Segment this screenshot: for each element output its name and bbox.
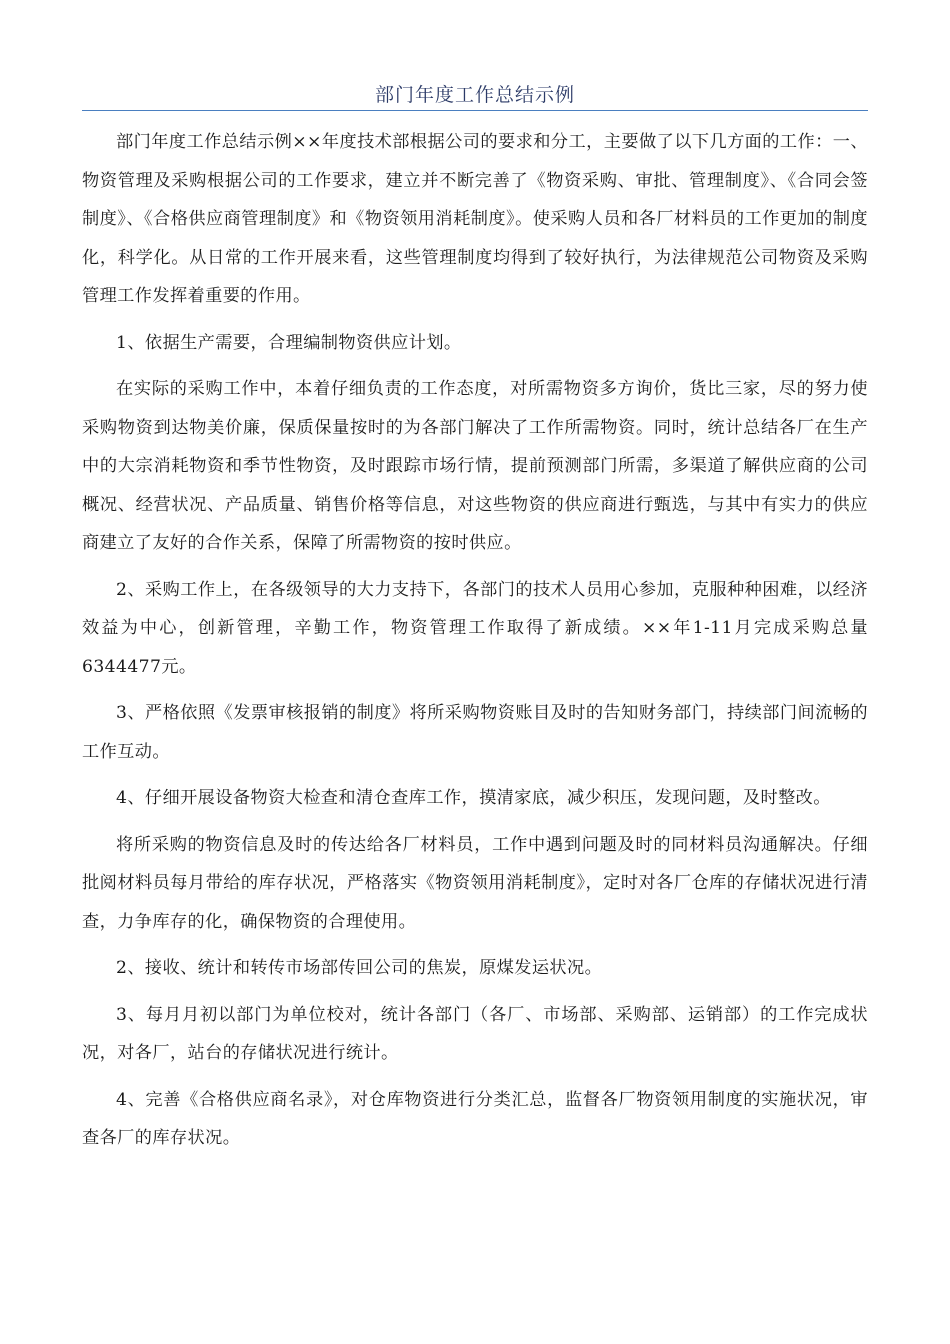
paragraph-item-2b: 2、接收、统计和转传市场部传回公司的焦炭，原煤发运状况。 [116,958,603,978]
title-underline [82,110,868,111]
paragraph-item-4: 4、仔细开展设备物资大检查和清仓查库工作，摸清家底，减少积压，发现问题，及时整改。 [116,788,831,808]
document-page [82,0,868,1166]
paragraph-intro: 部门年度工作总结示例××年度技术部根据公司的要求和分工，主要做了以下几方面的工作：一、物资管理及采购根据公司的工作要求，建立并不断完善了《物资采购、审批、管理制度》、《合同会签制度》、《合格供应商管理制度》和《物资领用消耗制度》。使采购人员和各厂材料员的工作更加的制度化，科学化。从日常的工作开展来看，这些管理制度均得到了较好执行，为法律规范公司物资及采购管理工作发挥着重要的作用。 [82,132,868,306]
paragraph-item-1: 1、依据生产需要，合理编制物资供应计划。 [116,332,462,353]
paragraph-material-info: 将所采购的物资信息及时的传达给各厂材料员，工作中遇到问题及时的同材料员沟通解决。仔细批阅材料员每月带给的库存状况，严格落实《物资领用消耗制度》，定时对各厂仓库的存储状况进行清查，力争库存的化，确保物资的合理使用。 [82,834,868,932]
document-body [82,123,868,1158]
paragraph-item-2: 2、采购工作上，在各级领导的大力支持下，各部门的技术人员用心参加，克服种种困难，以经济效益为中心，创新管理，辛勤工作，物资管理工作取得了新成绩。××年1-11月完成采购总量6344477元。 [82,579,868,677]
document-title: 部门年度工作总结示例 [374,84,575,106]
paragraph-item-3: 3、严格依照《发票审核报销的制度》将所采购物资账目及时的告知财务部门，持续部门间流畅的工作互动。 [82,703,868,762]
paragraph-purchasing-detail: 在实际的采购工作中，本着仔细负责的工作态度，对所需物资多方询价，货比三家，尽的努力使采购物资到达物美价廉，保质保量按时的为各部门解决了工作所需物资。同时，统计总结各厂在生产中的大宗消耗物资和季节性物资，及时跟踪市场行情，提前预测部门所需，多渠道了解供应商的公司概况、经营状况、产品质量、销售价格等信息，对这些物资的供应商进行甄选，与其中有实力的供应商建立了友好的合作关系，保障了所需物资的按时供应。 [82,379,868,553]
paragraph-item-4b: 4、完善《合格供应商名录》，对仓库物资进行分类汇总，监督各厂物资领用制度的实施状况，审查各厂的库存状况。 [82,1089,868,1148]
paragraph-item-3b: 3、每月月初以部门为单位校对，统计各部门（各厂、市场部、采购部、运销部）的工作完成状况，对各厂，站台的存储状况进行统计。 [82,1004,868,1063]
